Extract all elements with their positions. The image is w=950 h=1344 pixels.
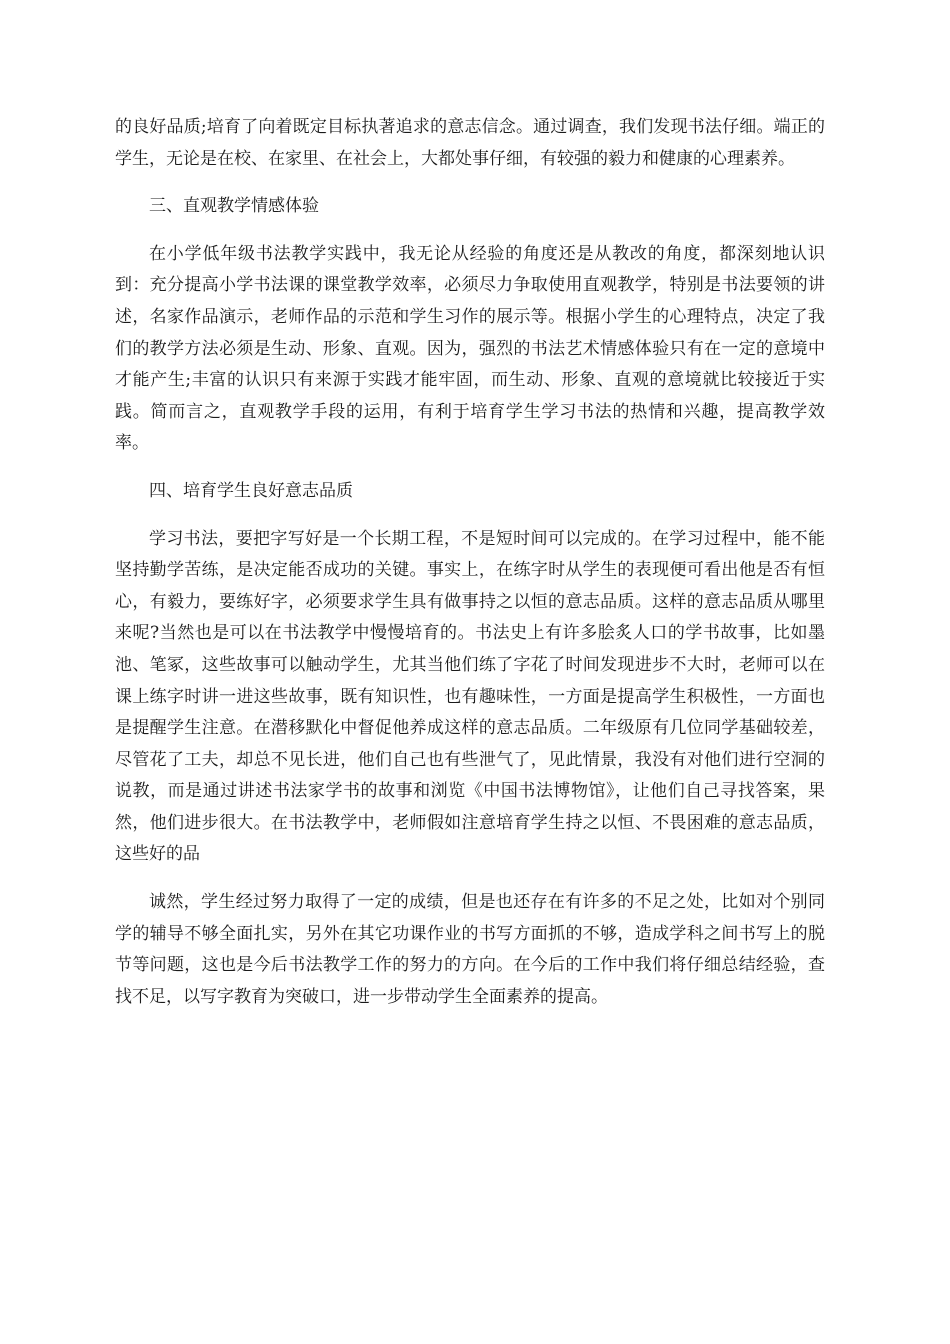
- paragraph-intuitive-teaching: 在小学低年级书法教学实践中，我无论从经验的角度还是从教改的角度，都深刻地认识到：充分提高小学书法课的课堂教学效率，必须尽力争取使用直观教学，特别是书法要领的讲述，名家作品演示，老师作品的示范和学生习作的展示等。根据小学生的心理特点，决定了我们的教学方法必须是生动、形象、直观。因为，强烈的书法艺术情感体验只有在一定的意境中才能产生;丰富的认识只有来源于实践才能牢固，而生动、形象、直观的意境就比较接近于实践。简而言之，直观教学手段的运用，有利于培育学生学习书法的热情和兴趣，提高教学效率。: [115, 243, 825, 454]
- document-page: [115, 112, 825, 1029]
- paragraph-willpower: 学习书法，要把字写好是一个长期工程，不是短时间可以完成的。在学习过程中，能不能坚持勤学苦练，是决定能否成功的关键。事实上，在练字时从学生的表现便可看出他是否有恒心，有毅力，要练好字，必须要求学生具有做事持之以恒的意志品质。这样的意志品质从哪里来呢?当然也是可以在书法教学中慢慢培育的。书法史上有许多脍炙人口的学书故事，比如墨池、笔冢，这些故事可以触动学生，尤其当他们练了字花了时间发现进步不大时，老师可以在课上练字时讲一进这些故事，既有知识性，也有趣味性，一方面是提高学生积极性，一方面也是提醒学生注意。在潜移默化中督促他养成这样的意志品质。二年级原有几位同学基础较差，尽管花了工夫，却总不见长进，他们自己也有些泄气了，见此情景，我没有对他们进行空洞的说教，而是通过讲述书法家学书的故事和浏览《中国书法博物馆》，让他们自己寻找答案，果然，他们进步很大。在书法教学中，老师假如注意培育学生持之以恒、不畏困难的意志品质，这些好的品: [115, 528, 825, 865]
- paragraph-conclusion: 诚然，学生经过努力取得了一定的成绩，但是也还存在有许多的不足之处，比如对个别同学的辅导不够全面扎实，另外在其它功课作业的书写方面抓的不够，造成学科之间书写上的脱节等问题，这也是今后书法教学工作的努力的方向。在今后的工作中我们将仔细总结经验，查找不足，以写字教育为突破口，进一步带动学生全面素养的提高。: [115, 892, 825, 1007]
- paragraph-intro: 的良好品质;培育了向着既定目标执著追求的意志信念。通过调查，我们发现书法仔细。端正的学生，无论是在校、在家里、在社会上，大都处事仔细，有较强的毅力和健康的心理素养。: [115, 117, 825, 169]
- section-heading-3: 三、直观教学情感体验: [149, 196, 319, 217]
- section-heading-4: 四、培育学生良好意志品质: [149, 480, 353, 501]
